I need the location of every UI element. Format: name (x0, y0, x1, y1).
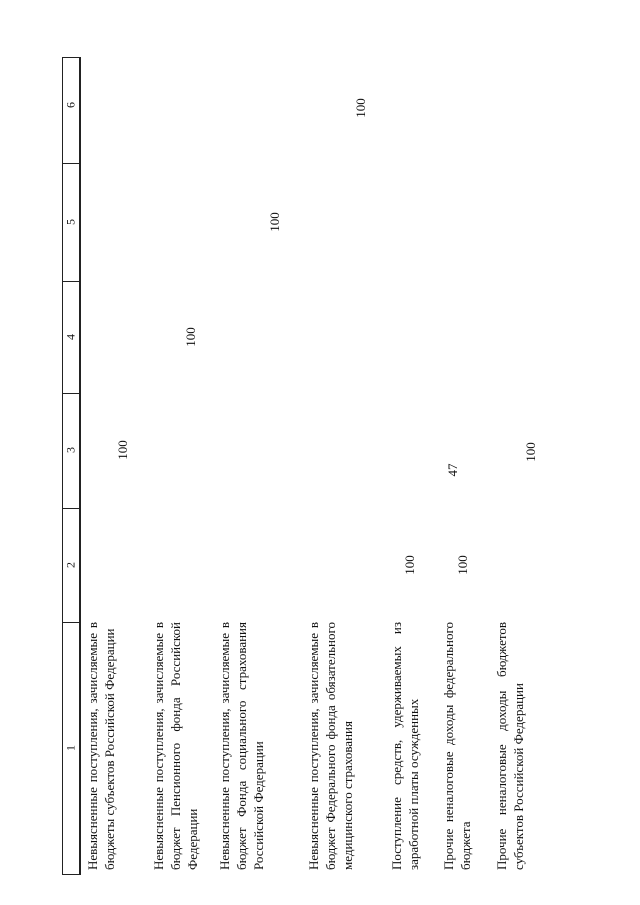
column-header-4: 4 (63, 334, 78, 340)
row-description: Невыясненные поступления, зачисляемые в бюджет Фонда социального страхования Российской Федерации (217, 622, 266, 870)
row-description: Прочие неналоговые доходы федерального бюджета (441, 622, 473, 870)
column-header-2: 2 (63, 562, 78, 568)
row-value: 100 (402, 555, 417, 575)
column-header-5: 5 (63, 219, 78, 225)
column-header-6: 6 (63, 102, 78, 108)
row-value: 100 (183, 327, 198, 347)
row-value: 100 (353, 98, 368, 118)
header-divider (62, 508, 80, 509)
row-value: 100 (455, 555, 470, 575)
header-divider (62, 281, 80, 282)
column-header-3: 3 (63, 447, 78, 453)
header-divider (62, 163, 80, 164)
row-value: 100 (115, 440, 130, 460)
header-band (62, 57, 80, 875)
row-value: 100 (523, 442, 538, 462)
header-divider (62, 393, 80, 394)
header-divider (62, 622, 80, 623)
row-description: Невыясненные поступления, зачисляемые в бюджет Пенсионного фонда Российской Федерации (151, 622, 200, 870)
row-description: Прочие неналоговые доходы бюджетов субъектов Российской Федерации (494, 622, 526, 870)
column-header-1: 1 (63, 745, 78, 751)
row-description: Невыясненные поступления, зачисляемые в бюджет Федерального фонда обязательного медицинского страхования (306, 622, 355, 870)
row-description: Невыясненные поступления, зачисляемые в бюджеты субъектов Российской Федерации (85, 622, 117, 870)
page-number: 47 (445, 463, 460, 477)
table-body-edge (80, 57, 81, 875)
row-value: 100 (267, 212, 282, 232)
row-description: Поступление средств, удерживаемых из заработной платы осужденных (389, 622, 421, 870)
